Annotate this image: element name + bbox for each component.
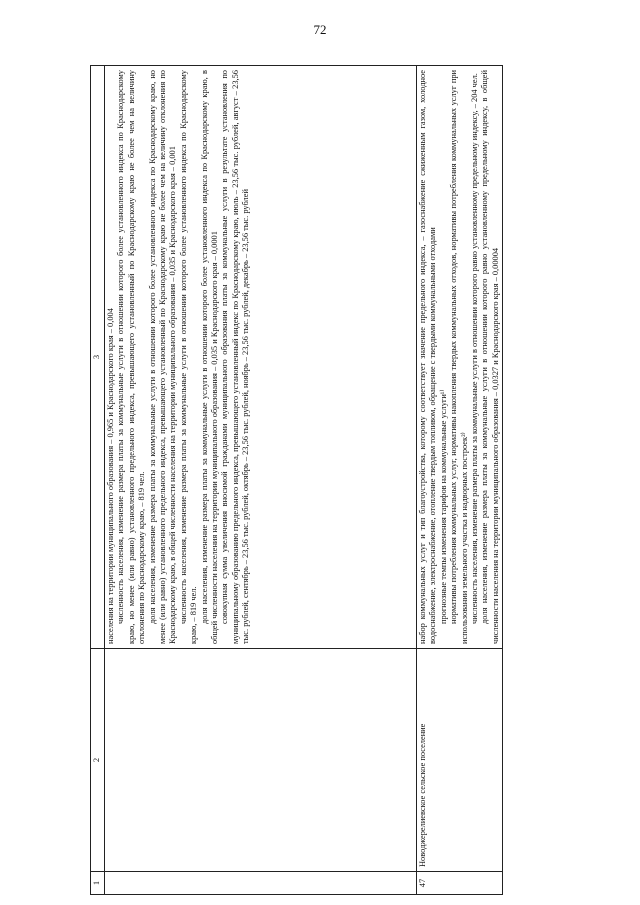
indicator-paragraph: численность населения, изменение размера платы за коммунальные услуги в отношении которого более установленного индекса по Краснодарскому краю, – 819 чел. (178, 70, 199, 644)
table-header-row (91, 66, 105, 895)
page-number: 72 (313, 22, 327, 37)
indicator-paragraph: численность населения, изменение размера платы за коммунальные услуги в отношении которого равно установленному предельному индексу, – 204 чел. (470, 73, 480, 624)
header-col-1: 1 (91, 872, 105, 895)
indicator-paragraph: нормативы потребления коммунальных услуг, нормативы накопления твердых коммунальных отходов, нормативы потребления коммунальных услуг при использовании земельного участка и надворных построек²⁾ (449, 70, 469, 644)
data-table (90, 65, 503, 895)
indicator-paragraph: доля населения, изменение размера платы за коммунальные услуги в отношении которого более установленного индекса по Краснодарскому краю, но менее (или равно) установленного предельного индекса, превышающего установленный по Краснодарскому краю не более чем на величину отклонения по Краснодарскому краю, в общей численности населения на территории муниципального образования – 0,035 и Краснодарского края – 0,001 (147, 70, 178, 644)
rotated-table-container (90, 65, 550, 895)
row-number-cell (105, 872, 417, 895)
municipality-name: Новоджерелиевское сельское поселение (417, 649, 503, 872)
municipality-cell (105, 649, 417, 872)
table-row-continuation (105, 66, 417, 895)
table-row-47 (417, 66, 503, 895)
row-number-cell: 47 (417, 872, 503, 895)
indicator-paragraph: набор коммунальных услуг и тип благоустройства, которому соответствует значение предельного индекса, – газоснабжение сжиженным газом, холодное водоснабжение, электроснабжение, отопление твердым топливом, обращение с твердыми коммунальными отходами (418, 70, 438, 644)
indicator-paragraph: совокупная сумма увеличения вносимой гражданами муниципального образования платы за коммунальные услуги в результате установления по муниципальному образованию предельного индекса, превышающего установленный индекс по Краснодарскому краю, июль – 23,56 тыс. рублей, август – 23,56 тыс. рублей, сентябрь – 23,56 тыс. рублей, октябрь – 23,56 тыс. рублей, ноябрь – 23,56 тыс. рублей, декабрь – 23,56 тыс. рублей (220, 70, 251, 644)
indicator-paragraph: населения на территории муниципального образования – 0,965 и Краснодарского края – 0,004 (106, 308, 115, 644)
indicators-cell (417, 66, 503, 649)
indicator-paragraph: численность населения, изменение размера платы за коммунальные услуги в отношении которого более установленного индекса по Краснодарскому краю, но менее (или равно) установленного предельного индекса, превышающего установленный по Краснодарскому краю не более чем на величину отклонения по Краснодарскому краю, – 819 чел. (116, 70, 147, 644)
header-col-3: 3 (91, 66, 105, 649)
indicator-paragraph: доля населения, изменение размера платы за коммунальные услуги в отношении которого более установленного индекса по Краснодарскому краю, в общей численности населения на территории муниципального образования – 0,035 и Краснодарского края – 0,0001 (199, 70, 220, 644)
header-col-2: 2 (91, 649, 105, 872)
indicator-paragraph: доля населения, изменение размера платы за коммунальные услуги в отношении которого равно установленному предельному индексу, в общей численности населения на территории муниципального образования – 0,0327 и Краснодарского края – 0,00004 (480, 70, 500, 644)
indicators-cell (105, 66, 417, 649)
indicator-paragraph: прогнозные темпы изменения тарифов на коммунальные услуги¹⁾ (438, 389, 448, 624)
